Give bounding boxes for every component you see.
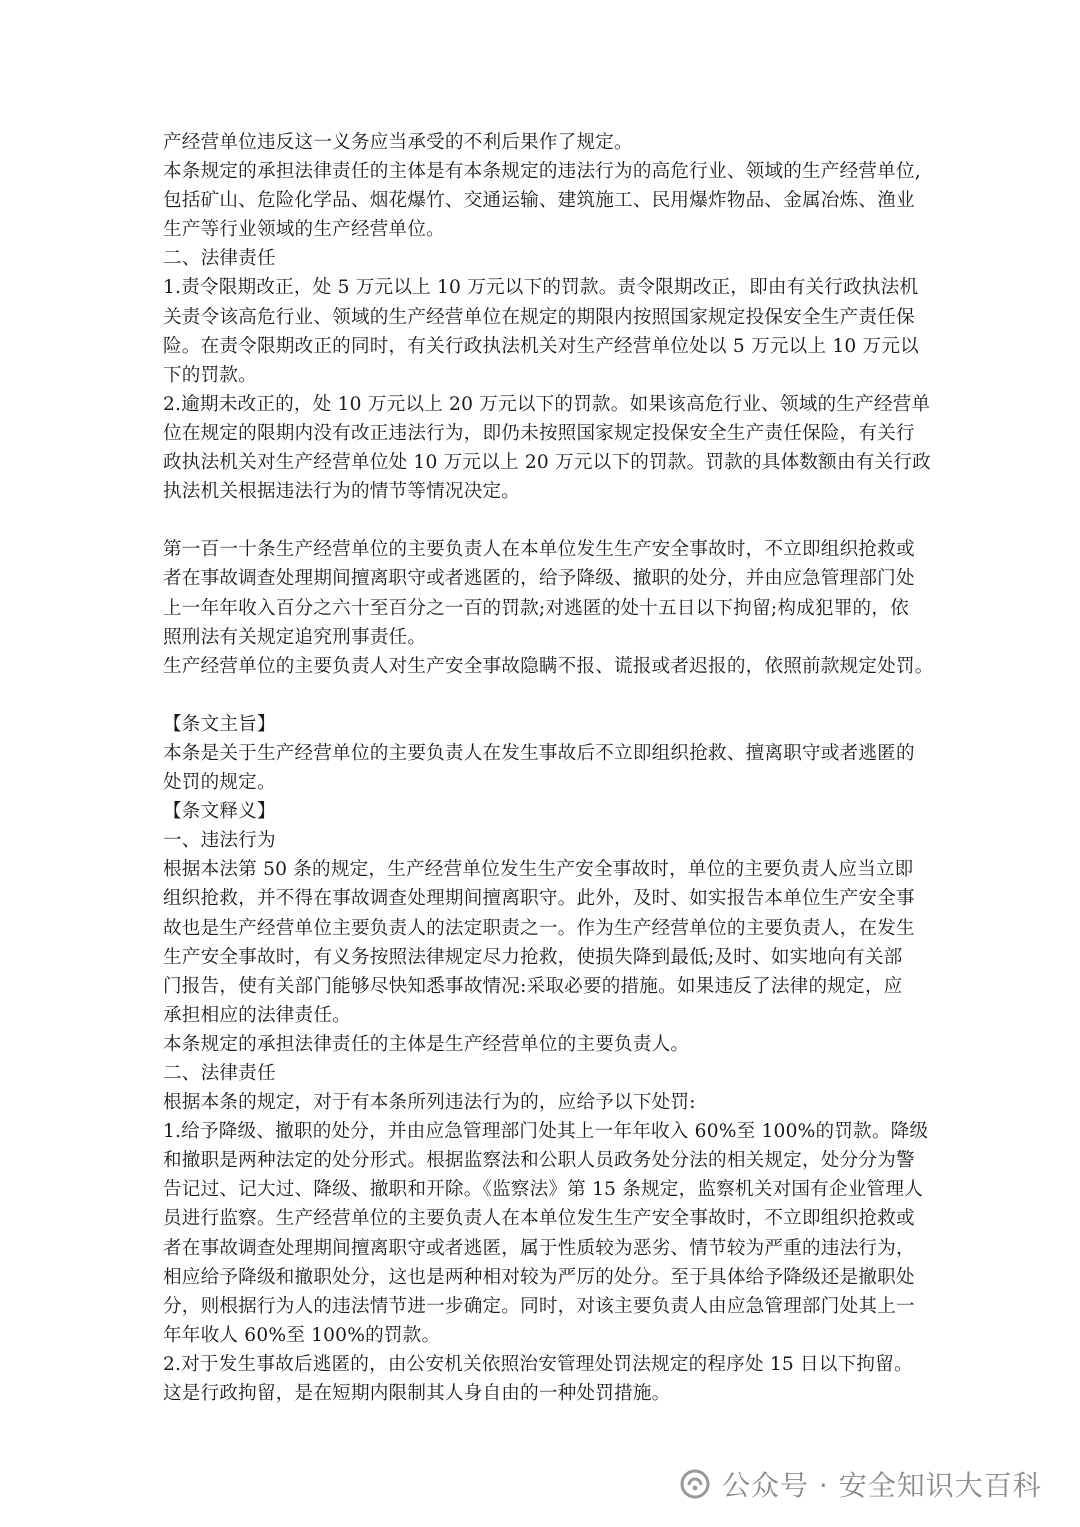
text-line: 故也是生产经营单位主要负责人的法定职责之一。作为生产经营单位的主要负责人，在发生 [163, 917, 915, 939]
article-110-text [163, 535, 934, 680]
text-line: 承担相应的法律责任。 [163, 1004, 351, 1026]
text-line: 政执法机关对生产经营单位处 10 万元以上 20 万元以下的罚款。罚款的具体数额由有关行政 [163, 452, 931, 474]
text-line: 1.给予降级、撤职的处分，并由应急管理部门处其上一年年收入 60%至 100%的罚款。降级 [163, 1121, 929, 1143]
document-page [163, 128, 934, 1408]
text-line: 第一百一十条生产经营单位的主要负责人在本单位发生生产安全事故时，不立即组织抢救或 [163, 539, 915, 561]
text-line: 年年收人 60%至 100%的罚款。 [163, 1324, 441, 1346]
text-line: 包括矿山、危险化学品、烟花爆竹、交通运输、建筑施工、民用爆炸物品、金属冶炼、渔业 [163, 190, 915, 212]
text-line: 执法机关根据违法行为的情节等情况决定。 [163, 481, 521, 503]
text-line: 生产等行业领域的生产经营单位。 [163, 219, 445, 241]
paragraph-gap [163, 506, 923, 535]
text-line: 【条文释义】 [163, 801, 276, 823]
text-line: 组织抢救，并不得在事故调查处理期间擅离职守。此外，及时、如实报告本单位生产安全事 [163, 888, 915, 910]
text-line: 2.逾期未改正的，处 10 万元以上 20 万元以下的罚款。如果该高危行业、领域的生产经营单 [163, 393, 931, 415]
text-line: 关责令该高危行业、领域的生产经营单位在规定的期限内按照国家规定投保安全生产责任保 [163, 306, 915, 328]
text-line: 者在事故调查处理期间擅离职守或者逃匿，属于性质较为恶劣、情节较为严重的违法行为， [163, 1237, 915, 1259]
text-line: 根据本条的规定，对于有本条所列违法行为的，应给予以下处罚: [163, 1092, 696, 1114]
text-line: 一、违法行为 [163, 830, 276, 852]
text-line: 下的罚款。 [163, 364, 257, 386]
text-line: 【条文主旨】 [163, 713, 276, 735]
text-line: 员进行监察。生产经营单位的主要负责人在本单位发生生产安全事故时，不立即组织抢救或 [163, 1208, 915, 1230]
watermark [676, 1462, 1042, 1506]
text-line: 上一年年收入百分之六十至百分之一百的罚款;对逃匿的处十五日以下拘留;构成犯罪的，依 [163, 597, 909, 619]
text-line: 2.对于发生事故后逃匿的，由公安机关依照治安管理处罚法规定的程序处 15 日以下拘留。 [163, 1353, 913, 1375]
text-line: 和撤职是两种法定的处分形式。根据监察法和公职人员政务处分法的相关规定，处分分为警 [163, 1150, 915, 1172]
text-line: 根据本法第 50 条的规定，生产经营单位发生生产安全事故时，单位的主要负责人应当立即 [163, 859, 914, 881]
text-line: 生产安全事故时，有义务按照法律规定尽力抢救，使损失降到最低;及时、如实地向有关部 [163, 946, 903, 968]
text-line: 生产经营单位的主要负责人对生产安全事故隐瞒不报、谎报或者迟报的，依照前款规定处罚。 [163, 655, 934, 677]
text-line: 门报告，使有关部门能够尽快知悉事故情况:采取必要的措施。如果违反了法律的规定，应 [163, 975, 903, 997]
text-line: 分，则根据行为人的违法情节进一步确定。同时，对该主要负责人由应急管理部门处其上一 [163, 1295, 915, 1317]
paragraph-gap [163, 681, 923, 710]
text-line: 本条是关于生产经营单位的主要负责人在发生事故后不立即组织抢救、擅离职守或者逃匿的 [163, 742, 915, 764]
text-line: 者在事故调查处理期间擅离职守或者逃匿的，给予降级、撤职的处分，并由应急管理部门处 [163, 568, 915, 590]
text-line: 告记过、记大过、降级、撤职和开除。《监察法》第 15 条规定，监察机关对国有企业管理人 [163, 1179, 923, 1201]
text-line: 这是行政拘留，是在短期内限制其人身自由的一种处罚措施。 [163, 1383, 671, 1405]
text-line: 产经营单位违反这一义务应当承受的不利后果作了规定。 [163, 132, 633, 153]
text-line: 本条规定的承担法律责任的主体是有本条规定的违法行为的高危行业、领域的生产经营单位, [163, 161, 921, 183]
text-line: 二、法律责任 [163, 1063, 276, 1084]
text-line: 照刑法有关规定追究刑事责任。 [163, 626, 427, 648]
text-line: 处罚的规定。 [163, 772, 276, 794]
text-line: 二、法律责任 [163, 248, 276, 270]
text-line: 1.责令限期改正，处 5 万元以上 10 万元以下的罚款。责令限期改正，即由有关行政执法机 [163, 277, 919, 299]
watermark-text: 公众号 · 安全知识大百科 [722, 1469, 1042, 1502]
text-line: 位在规定的限期内没有改正违法行为，即仍未按照国家规定投保安全生产责任保险，有关行 [163, 422, 915, 444]
text-line: 本条规定的承担法律责任的主体是生产经营单位的主要负责人。 [163, 1033, 690, 1055]
text-line: 相应给予降级和撤职处分，这也是两种相对较为严厉的处分。至于具体给予降级还是撤职处 [163, 1266, 915, 1288]
wechat-official-account-icon [676, 1468, 714, 1500]
text-line: 险。在责令限期改正的同时，有关行政执法机关对生产经营单位处以 5 万元以上 10 万元以 [163, 335, 919, 357]
article-110-commentary [163, 710, 929, 1408]
section-previous-article-explanation [163, 128, 931, 506]
